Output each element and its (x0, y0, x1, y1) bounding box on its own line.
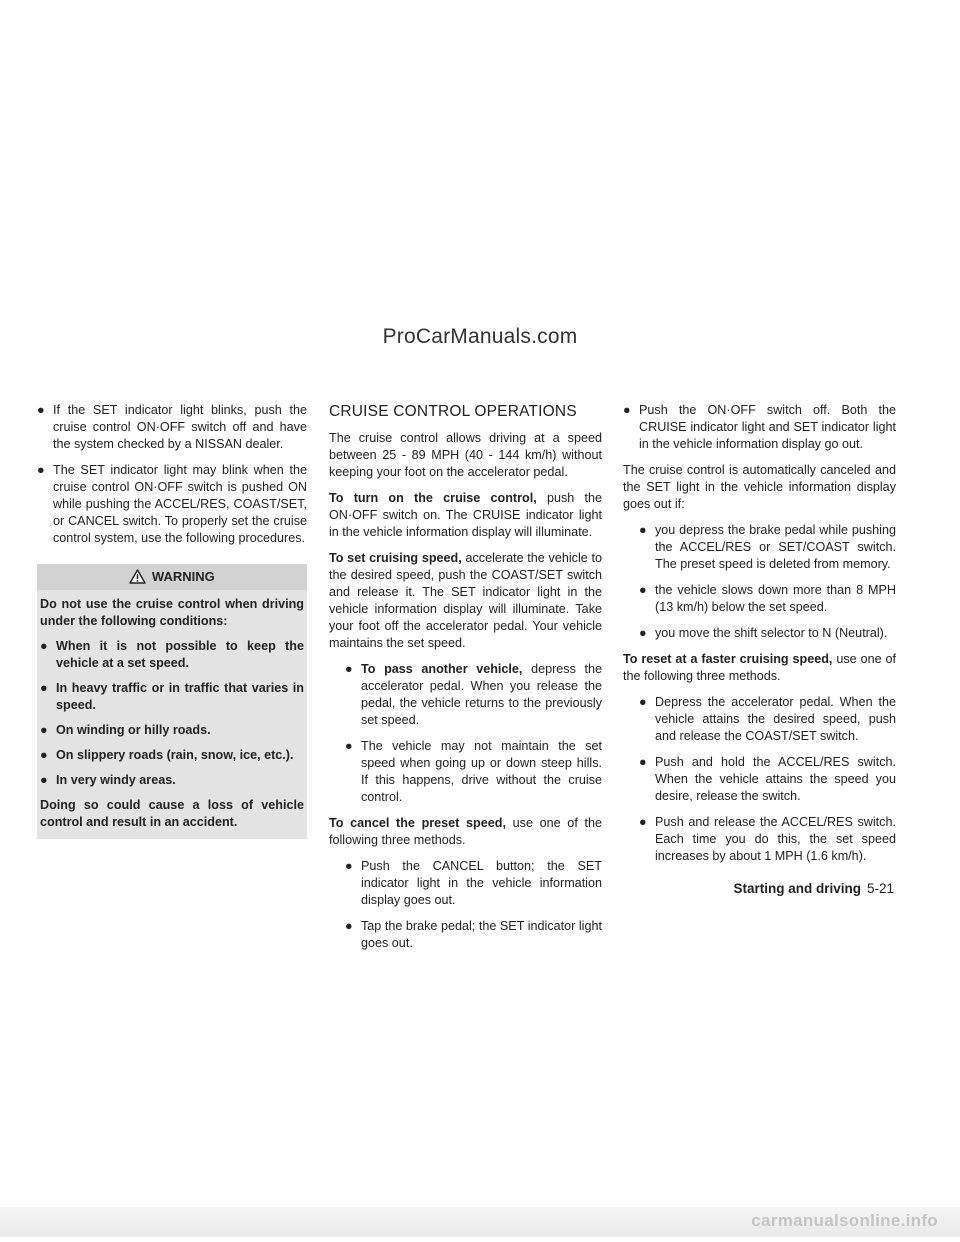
watermark-bottom: carmanualsonline.info (751, 1211, 938, 1230)
warning-item: ● When it is not possible to keep the vehicle at a set speed. (40, 639, 304, 670)
bullet-icon: ● (639, 695, 647, 709)
warning-box (37, 564, 307, 839)
bullet-icon: ● (639, 626, 647, 640)
cancel-paragraph: To cancel the preset speed, use one of the following three methods. (329, 816, 602, 847)
section-heading: CRUISE CONTROL OPERATIONS (329, 403, 577, 420)
bullet-icon: ● (40, 773, 48, 787)
warning-item: ● On slippery roads (rain, snow, ice, etc.). (40, 748, 294, 762)
turn-on-paragraph: To turn on the cruise control, push the ON·OFF switch on. The CRUISE indicator light in the vehicle information display will illuminate. (329, 491, 602, 539)
bullet-icon: ● (345, 739, 353, 753)
bullet-icon: ● (40, 681, 48, 695)
bullet-icon: ● (37, 463, 45, 477)
bullet-icon: ● (40, 748, 48, 762)
list-item: ● If the SET indicator light blinks, push the cruise control ON·OFF switch off and have the system checked by a NISSAN dealer. (37, 403, 307, 451)
page-number: 5-21 (866, 881, 894, 896)
list-item: ● To pass another vehicle, depress the accelerator pedal. When you release the pedal, the vehicle returns to the previously set speed. (345, 662, 603, 727)
list-item: ● the vehicle slows down more than 8 MPH (13 km/h) below the set speed. (639, 583, 896, 614)
watermark-bottom-bar (0, 1207, 960, 1237)
page-footer (733, 880, 894, 897)
warning-item: ● In heavy traffic or in traffic that varies in speed. (40, 681, 304, 712)
column-right (623, 402, 896, 874)
footer-section: Starting and driving (733, 881, 861, 896)
warning-outro: Doing so could cause a loss of vehicle control and result in an accident. (40, 798, 304, 829)
list-item: ● Push and hold the ACCEL/RES switch. When the vehicle attains the speed you desire, release the switch. (639, 755, 896, 803)
list-item: ● The SET indicator light may blink when the cruise control ON·OFF switch is pushed ON while pushing the ACCEL/RES, COAST/SET, or CANCEL switch. To properly set the cruise control system, use the following procedures. (37, 463, 307, 545)
bullet-icon: ● (345, 919, 353, 933)
intro-paragraph: The cruise control allows driving at a speed between 25 - 89 MPH (40 - 144 km/h) without keeping your foot on the accelerator pedal. (329, 431, 602, 479)
auto-cancel-paragraph: The cruise control is automatically canceled and the SET light in the vehicle information display goes out if: (623, 463, 896, 511)
list-item: ● Tap the brake pedal; the SET indicator light goes out. (345, 919, 602, 950)
bullet-icon: ● (639, 583, 647, 597)
warning-header (37, 564, 307, 590)
list-item: ● Push and release the ACCEL/RES switch. Each time you do this, the set speed increases by about 1 MPH (1.6 km/h). (639, 815, 896, 863)
warning-intro: Do not use the cruise control when driving under the following conditions: (40, 597, 304, 628)
bullet-icon: ● (40, 639, 48, 653)
set-speed-paragraph: To set cruising speed, accelerate the vehicle to the desired speed, push the COAST/SET switch and release it. The SET indicator light in the vehicle information display will illuminate. Take your foot off the accelerator pedal. Your vehicle maintains the set speed. (329, 551, 602, 650)
watermark-top: ProCarManuals.com (382, 325, 578, 348)
bullet-icon: ● (639, 523, 647, 537)
bullet-icon: ● (639, 755, 647, 769)
bullet-icon: ● (345, 859, 353, 873)
list-item: ● Push the CANCEL button; the SET indicator light in the vehicle information display goes out. (345, 859, 602, 907)
column-middle (329, 402, 602, 961)
warning-item: ● On winding or hilly roads. (40, 723, 211, 737)
warning-icon (129, 569, 146, 584)
list-item: ● you move the shift selector to N (Neutral). (639, 626, 888, 640)
list-item: ● Depress the accelerator pedal. When the vehicle attains the desired speed, push and release the COAST/SET switch. (639, 695, 896, 743)
list-item: ● The vehicle may not maintain the set speed when going up or down steep hills. If this happens, drive without the cruise control. (345, 739, 602, 804)
bullet-icon: ● (345, 662, 353, 676)
bullet-icon: ● (639, 815, 647, 829)
bullet-icon: ● (623, 403, 631, 417)
warning-title: WARNING (151, 569, 215, 584)
list-item: ● you depress the brake pedal while pushing the ACCEL/RES or SET/COAST switch. The preset speed is deleted from memory. (639, 523, 896, 571)
warning-body (37, 596, 307, 831)
reset-paragraph: To reset at a faster cruising speed, use one of the following three methods. (623, 652, 897, 683)
bullet-icon: ● (40, 723, 48, 737)
column-left (37, 402, 307, 839)
warning-item: ● In very windy areas. (40, 773, 176, 787)
list-item: ● Push the ON·OFF switch off. Both the CRUISE indicator light and SET indicator light in the vehicle information display go out. (623, 403, 896, 451)
bullet-icon: ● (37, 403, 45, 417)
